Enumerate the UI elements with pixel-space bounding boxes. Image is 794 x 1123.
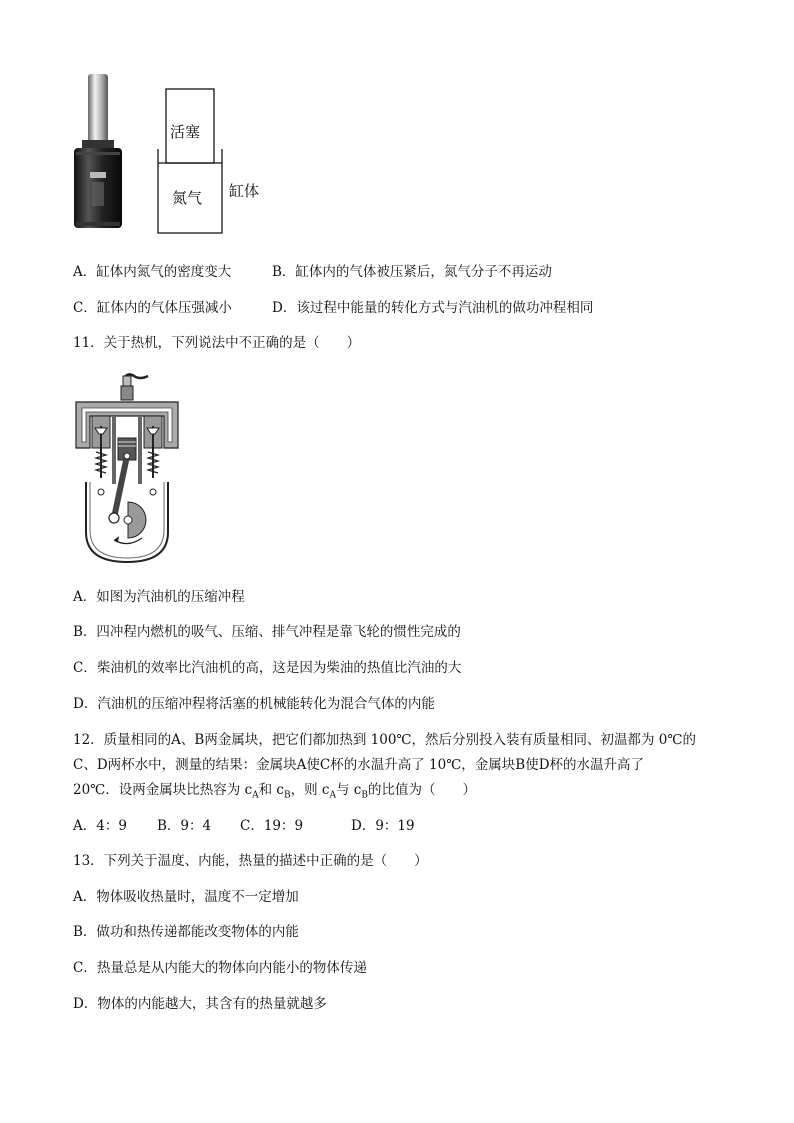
q12-line-3-part-3: ，则 c (290, 782, 330, 798)
q12-line-3-part-1: 20℃．设两金属块比热容为 c (73, 782, 253, 798)
subscript-b-2: B (361, 790, 368, 801)
piston-label: 活塞 (170, 123, 201, 141)
subscript-a: A (252, 790, 259, 801)
q11-stem: 11．关于热机，下列说法中不正确的是（ ） (73, 335, 361, 351)
q11-option-a: A．如图为汽油机的压缩冲程 (73, 589, 245, 605)
q10-option-b: B．缸体内的气体被压紧后，氮气分子不再运动 (272, 264, 552, 280)
engine-stroke-drawing (72, 372, 182, 567)
q10-option-c: C．缸体内的气体压强减小 (73, 300, 232, 316)
q13-stem: 13．下列关于温度、内能，热量的描述中正确的是（ ） (73, 853, 428, 869)
q10-option-d: D．该过程中能量的转化方式与汽油机的做功冲程相同 (272, 300, 594, 316)
q12-line-3-part-4: 与 c (335, 782, 362, 798)
cylinder-outline (150, 84, 280, 234)
subscript-b: B (284, 790, 291, 801)
nitrogen-label: 氮气 (172, 189, 203, 207)
engine-diagram (72, 372, 182, 567)
q13-option-a: A．物体吸收热量时，温度不一定增加 (73, 889, 299, 905)
q12-option-c: C．19：9 (240, 818, 304, 834)
q12-line-3-part-2: 和 c (258, 782, 284, 798)
q11-option-d: D．汽油机的压缩冲程将活塞的机械能转化为混合气体的内能 (73, 696, 435, 712)
q11-option-b: B．四冲程内燃机的吸气、压缩、排气冲程是靠飞轮的惯性完成的 (73, 624, 461, 640)
cylinder-body-label: 缸体 (229, 182, 260, 200)
q13-option-b: B．做功和热传递都能改变物体的内能 (73, 924, 299, 940)
q13-option-d: D．物体的内能越大，其含有的热量就越多 (73, 996, 327, 1012)
cylinder-diagram (150, 84, 280, 234)
gas-spring-photo (70, 72, 130, 232)
q12-line-3-part-5: 的比值为（ ） (367, 782, 476, 798)
gas-spring-drawing (70, 72, 130, 232)
q12-line-1: 12．质量相同的A、B两金属块，把它们都加热到 100℃，然后分别投入装有质量相同、初温都为 0℃的 (73, 732, 696, 748)
q12-line-2: C、D两杯水中，测量的结果：金属块A使C杯的水温升高了 10℃，金属块B使D杯的水温升高了 (73, 757, 645, 773)
q13-option-c: C．热量总是从内能大的物体向内能小的物体传递 (73, 960, 367, 976)
subscript-a-2: A (329, 790, 336, 801)
q10-option-a: A．缸体内氮气的密度变大 (73, 264, 232, 280)
q12-option-a: A．4：9 (73, 818, 127, 834)
q12-option-d: D．9：19 (351, 818, 415, 834)
q12-option-b: B．9：4 (157, 818, 212, 834)
q12-line-3 (73, 780, 476, 800)
q11-option-c: C．柴油机的效率比汽油机的高，这是因为柴油的热值比汽油的大 (73, 660, 462, 676)
